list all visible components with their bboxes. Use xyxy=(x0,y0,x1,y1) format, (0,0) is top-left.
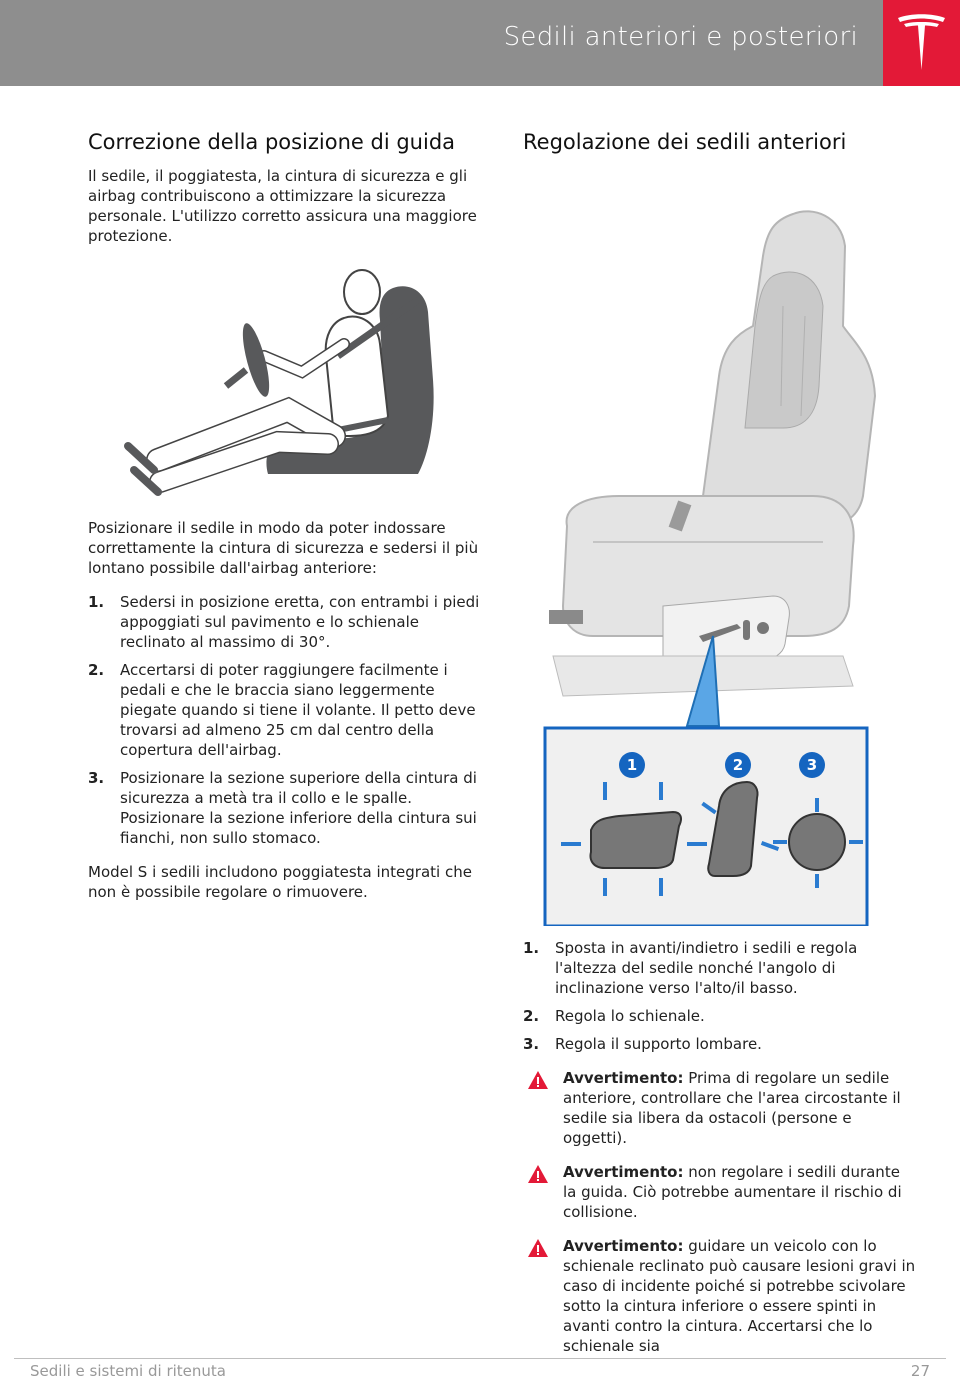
headrest-paragraph: Model S i sedili includono poggiatesta integrati che non è possibile regolare o rimuovere. xyxy=(88,863,472,901)
list-item: 1. Sedersi in posizione eretta, con entrambi i piedi appoggiati sul pavimento e lo schienale reclinato al massimo di 30°. xyxy=(88,593,480,651)
page-title: Sedili anteriori e posteriori xyxy=(503,22,858,52)
warning-triangle-icon xyxy=(527,1070,549,1090)
callout-2: 2 xyxy=(725,752,751,778)
driving-posture-illustration xyxy=(88,260,483,500)
footer-divider xyxy=(14,1358,946,1359)
brand-logo xyxy=(883,0,960,86)
list-item: 2. Regola lo schienale. xyxy=(523,1007,705,1025)
list-item: 3. Posizionare la sezione superiore della cintura di sicurezza a metà tra il collo e le spalle. Posizionare la sezione inferiore della cintura sui fianchi, non sullo stomaco. xyxy=(88,769,477,847)
seat-controls-illustration xyxy=(523,166,918,926)
callout-1: 1 xyxy=(619,752,645,778)
section-heading-front-seat-adjustment: Regolazione dei sedili anteriori xyxy=(523,130,847,154)
section-heading-driving-position: Correzione della posizione di guida xyxy=(88,130,456,154)
footer-section-name: Sedili e sistemi di ritenuta xyxy=(30,1362,226,1380)
list-item: 1. Sposta in avanti/indietro i sedili e regola l'altezza del sedile nonché l'angolo di inclinazione verso l'alto/il basso. xyxy=(523,939,858,997)
seat-adjustment-steps xyxy=(523,938,918,1054)
page-header xyxy=(0,0,960,86)
right-column xyxy=(523,130,918,1370)
list-item: 3. Regola il supporto lombare. xyxy=(523,1035,762,1053)
tesla-logo-icon xyxy=(895,12,948,74)
page-number: 27 xyxy=(910,1362,930,1380)
callout-3: 3 xyxy=(799,752,825,778)
warning-reclined-seat: Avvertimento: guidare un veicolo con lo schienale reclinato può causare lesioni gravi in caso di incidente poiché si potrebbe scivolare sotto la cintura inferiore o essere spinti in avanti contro la cintura. Accertarsi che lo schienale sia xyxy=(523,1236,918,1356)
warning-triangle-icon xyxy=(527,1164,549,1184)
driving-position-steps xyxy=(88,592,483,848)
intro-paragraph: Il sedile, il poggiatesta, la cintura di sicurezza e gli airbag contribuiscono a ottimizzare la sicurezza personale. L'utilizzo corretto assicura una maggiore protezione. xyxy=(88,167,477,245)
left-column xyxy=(88,130,483,916)
warning-no-adjust-driving: Avvertimento: non regolare i sedili durante la guida. Ciò potrebbe aumentare il rischio di collisione. xyxy=(523,1162,918,1222)
seat-position-paragraph: Posizionare il sedile in modo da poter indossare correttamente la cintura di sicurezza e sedersi il più lontano possibile dall'airbag anteriore: xyxy=(88,519,479,577)
warning-triangle-icon xyxy=(527,1238,549,1258)
list-item: 2. Accertarsi di poter raggiungere facilmente i pedali e che le braccia siano leggermente piegate quando si tiene il volante. Il petto deve trovarsi ad almeno 25 cm dal centro della copertura dell'airbag. xyxy=(88,661,476,759)
warning-clear-area: Avvertimento: Prima di regolare un sedile anteriore, controllare che l'area circostante il sedile sia libera da ostacoli (persone e oggetti). xyxy=(523,1068,918,1148)
